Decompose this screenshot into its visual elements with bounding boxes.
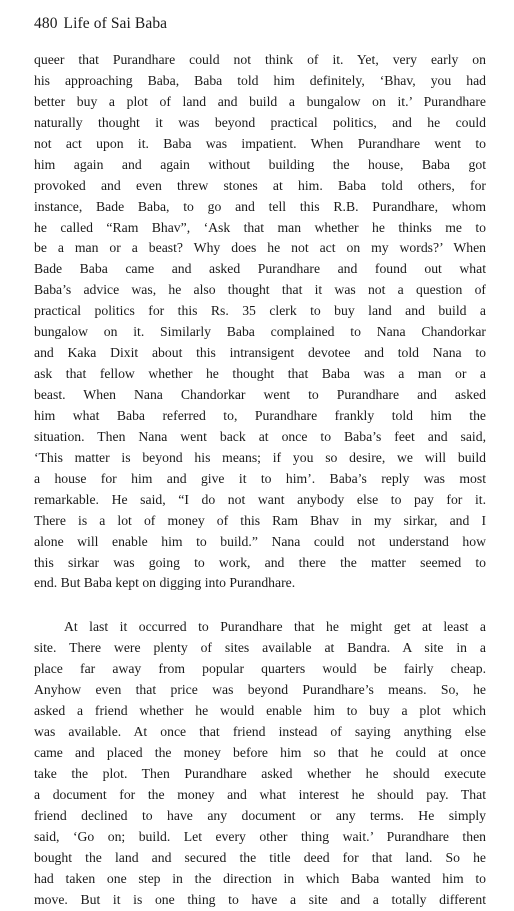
text-line: take the plot. Then Purandhare asked whether he should execute xyxy=(34,765,486,781)
paragraph-gap xyxy=(34,594,486,617)
text-line: At last it occurred to Purandhare that he might get at least a xyxy=(64,619,486,635)
text-line: practical politics for this Rs. 35 clerk to buy land and build a xyxy=(34,303,486,319)
text-line: alone will enable him to build.” Nana could not understand how xyxy=(34,533,486,549)
text-line: him again and again without building the house, Baba got xyxy=(34,156,486,172)
text-line: Baba’s advice was, he also thought that it was not a question of xyxy=(34,282,486,298)
page-number: 480 xyxy=(34,15,58,32)
paragraph xyxy=(34,50,486,594)
text-line: bungalow on it. Similarly Baba complained to Nana Chandorkar xyxy=(34,324,486,340)
paragraph xyxy=(34,617,486,910)
text-line: him what Baba referred to, Purandhare frankly told him the xyxy=(34,407,486,423)
text-line: not act upon it. Baba was impatient. When Purandhare went to xyxy=(34,135,486,151)
text-line: came and placed the money before him so that he could at once xyxy=(34,745,486,760)
text-line: bought the land and secured the title deed for that land. So he xyxy=(34,849,486,865)
text-line: better buy a plot of land and build a bungalow on it.’ Purandhare xyxy=(34,93,486,109)
text-line: naturally thought it was beyond practical politics, and he could xyxy=(34,114,486,130)
text-line: provoked and even threw stones at him. Baba told others, for xyxy=(34,177,486,193)
text-line: this sirkar was going to work, and there the matter seemed to xyxy=(34,554,486,570)
text-line: was available. At once that friend instead of saying anything else xyxy=(34,724,486,740)
text-line: ‘This matter is beyond his means; if you so desire, we will build xyxy=(34,449,486,465)
text-line: a house for him and give it to him’. Baba’s reply was most xyxy=(34,470,486,486)
text-line: he called “Ram Bhav”, ‘Ask that man whether he thinks me to xyxy=(34,219,486,235)
text-line: place far away from popular quarters would be fairly cheap. xyxy=(34,661,486,677)
text-line: had taken one step in the direction in which Baba wanted him to xyxy=(34,870,486,886)
text-line: move. But it is one thing to have a site and a totally different xyxy=(34,891,486,907)
book-title: Life of Sai Baba xyxy=(63,15,168,32)
text-line: be a man or a beast? Why does he not act on my words?’ When xyxy=(34,240,486,256)
text-line: site. There were plenty of sites available at Bandra. A site in a xyxy=(34,640,486,656)
text-line: his approaching Baba, Baba told him definitely, ‘Bhav, you had xyxy=(34,72,486,88)
text-line: situation. Then Nana went back at once to Baba’s feet and said, xyxy=(34,428,486,444)
text-line: and Kaka Dixit about this intransigent devotee and told Nana to xyxy=(34,345,486,361)
text-line: ask that fellow whether he thought that Baba was a man or a xyxy=(34,366,486,382)
text-line: end. But Baba kept on digging into Purandhare. xyxy=(34,575,296,591)
text-line: beast. When Nana Chandorkar went to Purandhare and asked xyxy=(34,387,486,402)
text-line: asked a friend whether he would enable him to buy a plot which xyxy=(34,703,486,719)
text-line: queer that Purandhare could not think of it. Yet, very early on xyxy=(34,52,486,67)
text-line: a document for the money and what interest he should pay. That xyxy=(34,786,486,802)
text-line: Anyhow even that price was beyond Purandhare’s means. So, he xyxy=(34,682,486,698)
text-line: said, ‘Go on; build. Let every other thing wait.’ Purandhare then xyxy=(34,828,486,844)
text-line: remarkable. He said, “I do not want anybody else to pay for it. xyxy=(34,491,486,507)
text-line: Bade Baba came and asked Purandhare and found out what xyxy=(34,261,486,277)
running-header xyxy=(34,15,167,33)
text-line: friend declined to have any document or any terms. He simply xyxy=(34,807,486,823)
body-text xyxy=(34,50,486,911)
text-line: instance, Bade Baba, to go and tell this R.B. Purandhare, whom xyxy=(34,198,486,214)
text-line: There is a lot of money of this Ram Bhav in my sirkar, and I xyxy=(34,512,486,528)
